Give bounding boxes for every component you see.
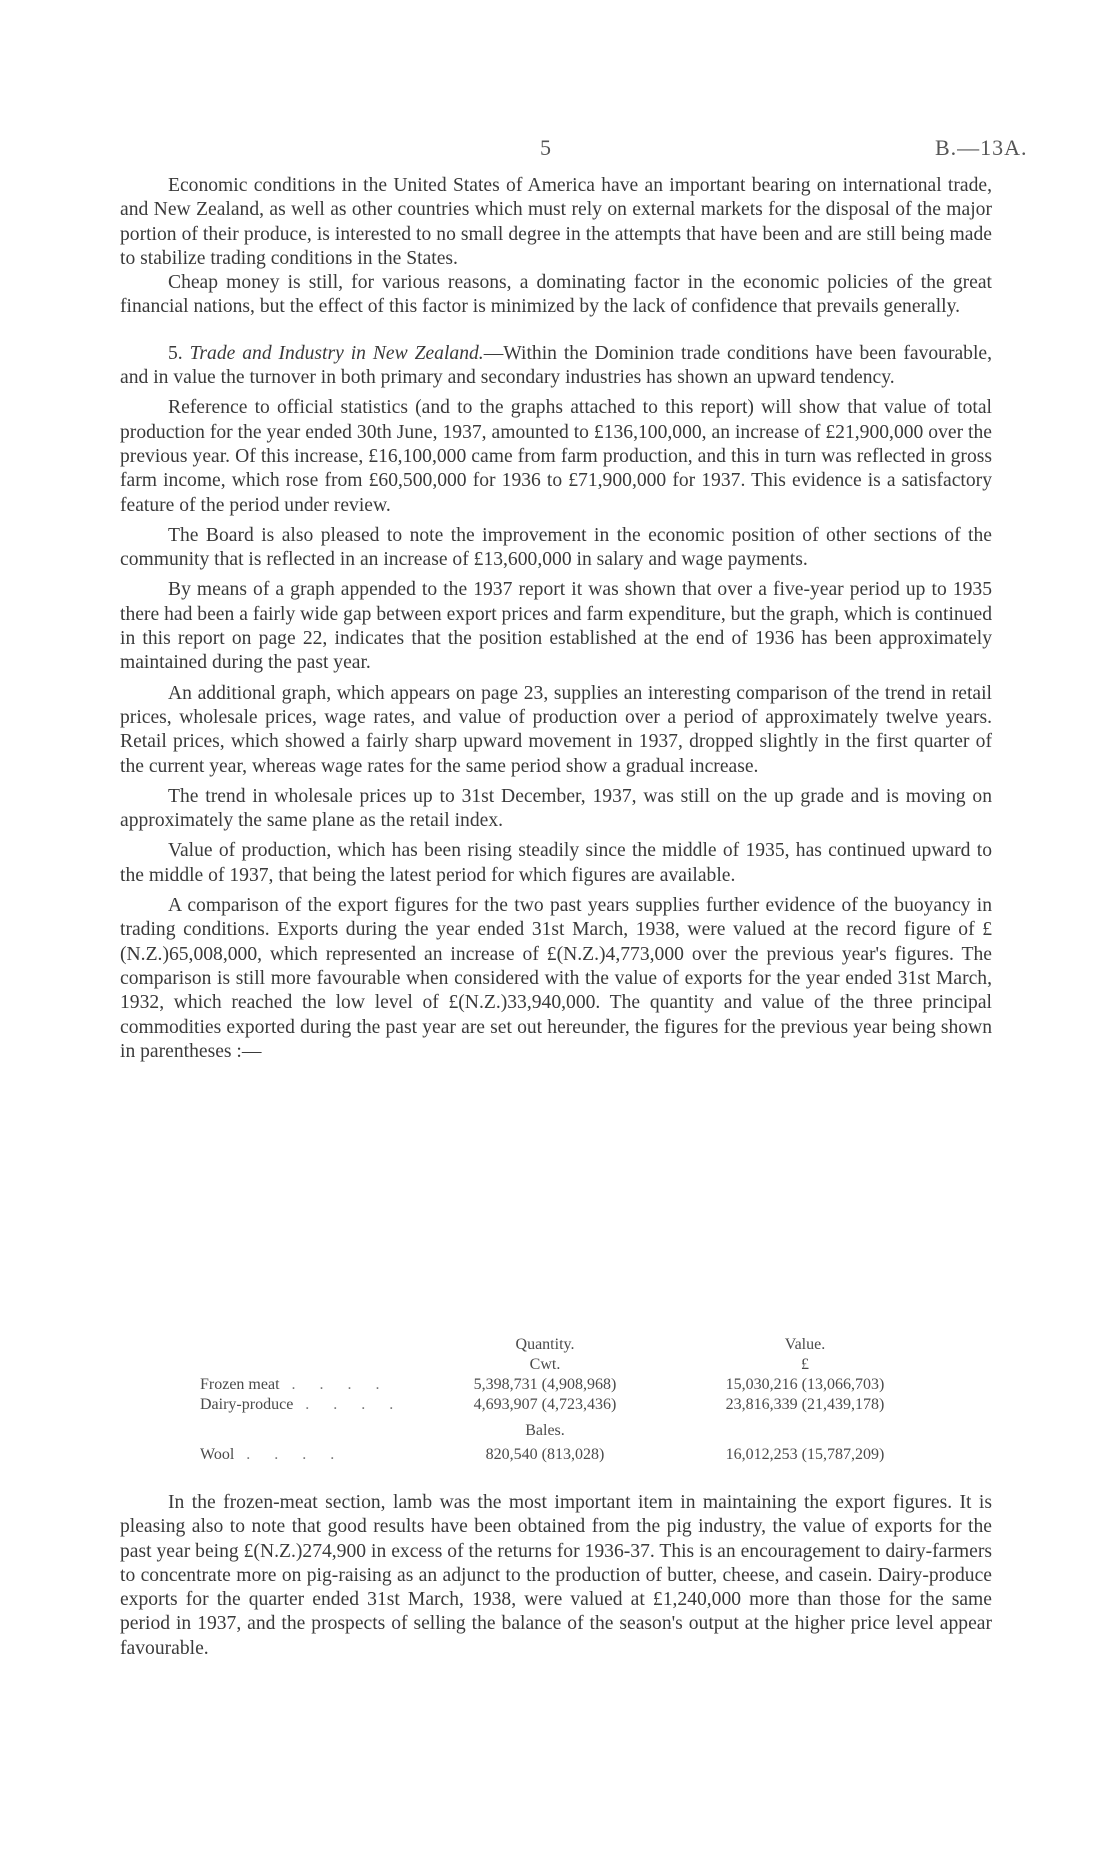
row-quantity: 5,398,731 (4,908,968) — [473, 1376, 617, 1393]
row-label: Frozen meat . . . . — [200, 1376, 390, 1393]
section-lead: —Within the Dominion trade conditions have been favourable, and in value the turnover in both primary and secondary industries has shown an upward tendency. — [120, 342, 993, 389]
paragraph-frozen-meat: In the frozen-meat section, lamb was the most important item in maintaining the export figures. It is pleasing also to note that good results have been obtained from the pig industry, the value of exports for the past year being £(N.Z.)274,900 in excess of the returns for 1936-37. This is an encouragement to dairy-farmers to concentrate more on pig-raising as an adjunct to the production of butter, cheese, and casein. Dairy-produce exports for the quarter ended 31st March, 1938, were valued at £1,240,000 more than those for the same period in 1937, and the prospects of selling the balance of the season's output at the higher price level appear favourable. — [120, 1492, 992, 1659]
paragraph-official-statistics: Reference to official statistics (and to the graphs attached to this report) will show that value of total production for the year ended 30th June, 1937, amounted to £136,100,000, an increase of £21,900,000 over the previous year. Of this increase, £16,100,000 came from farm production, and this in turn was reflected in gross farm income, which rose from £60,500,000 for 1936 to £71,900,000 for 1937. This evidence is a satisfactory feature of the period under review. — [120, 397, 992, 516]
paragraph-graph-appended: By means of a graph appended to the 1937 report it was shown that over a five-year period up to 1935 there had been a fairly wide gap between export prices and farm expenditure, but the graph, which is continued in this report on page 22, indicates that the position established at the end of 1936 has been approximately maintained during the past year. — [120, 579, 992, 674]
document-code: B.—13A. — [935, 135, 1028, 160]
table-row — [200, 1376, 940, 1396]
paragraph-us-economic-conditions: Economic conditions in the United States of America have an important bearing on international trade, and New Zealand, as well as other countries which must rely on external markets for the disposal of the major portion of their produce, is interested to no small degree in the attempts that have been and are still being made to stabilize trading conditions in the States. — [120, 175, 992, 269]
row-value: 15,030,216 (13,066,703) — [725, 1376, 885, 1393]
table-row — [200, 1396, 940, 1416]
quantity-unit: Cwt. — [529, 1356, 561, 1373]
page-number: 5 — [540, 135, 551, 160]
row-quantity: 820,540 (813,028) — [485, 1446, 605, 1463]
bales-unit: Bales. — [525, 1422, 565, 1439]
paragraph-cheap-money: Cheap money is still, for various reasons, a dominating factor in the economic policies of the great financial nations, but the effect of this factor is minimized by the lack of confidence that prevails generally. — [120, 272, 992, 318]
section-5-paragraph — [120, 342, 992, 391]
section-title: Trade and Industry in New Zealand. — [189, 342, 484, 364]
row-label: Dairy-produce . . . . — [200, 1396, 404, 1413]
closing-text — [120, 1491, 992, 1661]
value-unit: £ — [801, 1356, 809, 1373]
row-quantity: 4,693,907 (4,723,436) — [473, 1396, 617, 1413]
value-header: Value. — [784, 1336, 826, 1353]
row-value: 16,012,253 (15,787,209) — [725, 1446, 885, 1463]
table-row — [200, 1446, 940, 1466]
row-value: 23,816,339 (21,439,178) — [725, 1396, 885, 1413]
table-unit-row — [200, 1356, 940, 1376]
exports-table — [200, 1336, 940, 1466]
table-bales-row — [200, 1422, 940, 1442]
body-text — [120, 174, 992, 1064]
quantity-header: Quantity. — [515, 1336, 575, 1353]
paragraph-board-pleased: The Board is also pleased to note the improvement in the economic position of other sections of the community that is reflected in an increase of £13,600,000 in salary and wage payments. — [120, 524, 992, 571]
table-header-row — [200, 1336, 940, 1356]
paragraph-value-of-production: Value of production, which has been rising steadily since the middle of 1935, has continued upward to the middle of 1937, that being the latest period for which figures are available. — [120, 840, 992, 886]
section-number: 5. — [168, 342, 183, 364]
paragraph-additional-graph: An additional graph, which appears on page 23, supplies an interesting comparison of the trend in retail prices, wholesale prices, wage rates, and value of production over a period of approximately twelve years. Retail prices, which showed a fairly sharp upward movement in 1937, dropped slightly in the first quarter of the current year, whereas wage rates for the same period show a gradual increase. — [120, 682, 992, 777]
paragraph-export-comparison: A comparison of the export figures for the two past years supplies further evidence of the buoyancy in trading conditions. Exports during the year ended 31st March, 1938, were valued at the record figure of £(N.Z.)65,008,000, which represented an increase of £(N.Z.)4,773,000 over the previous year's figures. The comparison is still more favourable when considered with the value of exports for the year ended 31st March, 1932, which reached the low level of £(N.Z.)33,940,000. The quantity and value of the three principal commodities exported during the past year are set out hereunder, the figures for the previous year being shown in parentheses :— — [120, 895, 992, 1062]
row-label: Wool . . . . — [200, 1446, 345, 1463]
paragraph-wholesale-trend: The trend in wholesale prices up to 31st December, 1937, was still on the up grade and is moving on approximately the same plane as the retail index. — [120, 785, 992, 832]
